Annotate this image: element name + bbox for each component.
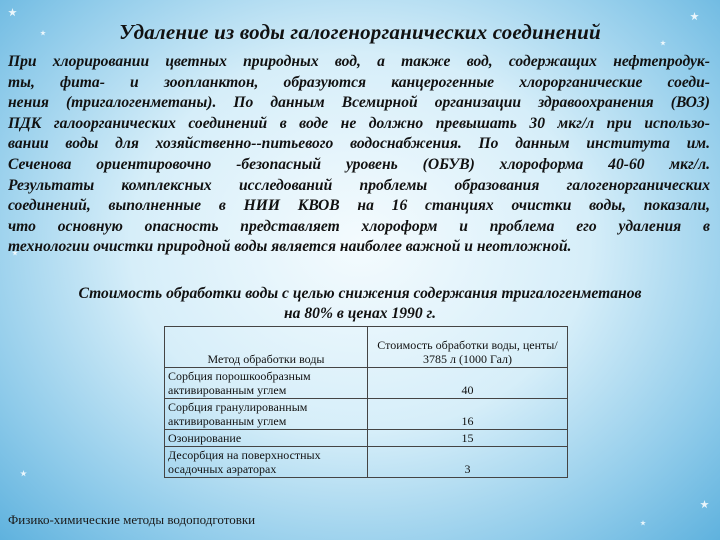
paragraph-line: что основную опасность представляет хлороформ и проблема его удаления в [8, 217, 710, 235]
cell-method: Сорбция порошкообразным активированным углем [165, 368, 368, 399]
cell-method: Озонирование [165, 430, 368, 447]
decor-star-icon [640, 520, 646, 526]
caption-line-2: на 80% в ценах 1990 г. [284, 305, 436, 322]
decor-star-icon [8, 8, 17, 17]
table-row [165, 430, 568, 447]
slide-title: Удаление из воды галогенорганических соединений [119, 20, 601, 44]
cell-method: Десорбция на поверхностных осадочных аэраторах [165, 447, 368, 478]
header-cost: Стоимость обработки воды, центы/ 3785 л (1000 Гал) [368, 327, 568, 368]
cell-cost: 15 [368, 430, 568, 447]
decor-star-icon [700, 500, 709, 509]
paragraph-line: нения (тригалогенметаны). По данным Всемирной организации здравоохранения (ВОЗ) [8, 94, 710, 112]
paragraph-line: ПДК галоорганических соединений в воде не должно превышать 30 мкг/л при использо- [8, 114, 710, 132]
paragraph-line: Сеченова ориентировочно -безопасный уровень (ОБУВ) хлороформа 40-60 мкг/л. [8, 155, 710, 173]
table-caption [0, 284, 720, 324]
paragraph-line: вании воды для хозяйственно--питьевого водоснабжения. По данным института им. [8, 135, 710, 153]
table-row [165, 399, 568, 430]
paragraph-line: Результаты комплексных исследований проблемы образования галогенорганических [8, 176, 710, 194]
cell-cost: 16 [368, 399, 568, 430]
table-row [165, 368, 568, 399]
paragraph-line: соединений, выполненные в НИИ КВОВ на 16 станциях очистки воды, показали, [8, 197, 710, 215]
table-row [165, 447, 568, 478]
header-method: Метод обработки воды [165, 327, 368, 368]
paragraph-line: При хлорировании цветных природных вод, а также вод, содержащих нефтепродук- [8, 53, 710, 70]
caption-line-1: Стоимость обработки воды с целью снижения содержания тригалогенметанов [78, 285, 642, 302]
cost-table [164, 326, 568, 478]
paragraph-line: ты, фита- и зоопланктон, образуются канцерогенные хлорорганические соеди- [8, 73, 710, 91]
cell-method: Сорбция гранулированным активированным углем [165, 399, 368, 430]
footer-text: Физико-химические методы водоподготовки [8, 512, 256, 527]
decor-star-icon [20, 470, 27, 477]
table-header-row [165, 327, 568, 368]
paragraph-line: технологии очистки природной воды является наиболее важной и неотложной. [8, 238, 572, 256]
cell-cost: 3 [368, 447, 568, 478]
cell-cost: 40 [368, 368, 568, 399]
main-paragraph [8, 52, 710, 258]
